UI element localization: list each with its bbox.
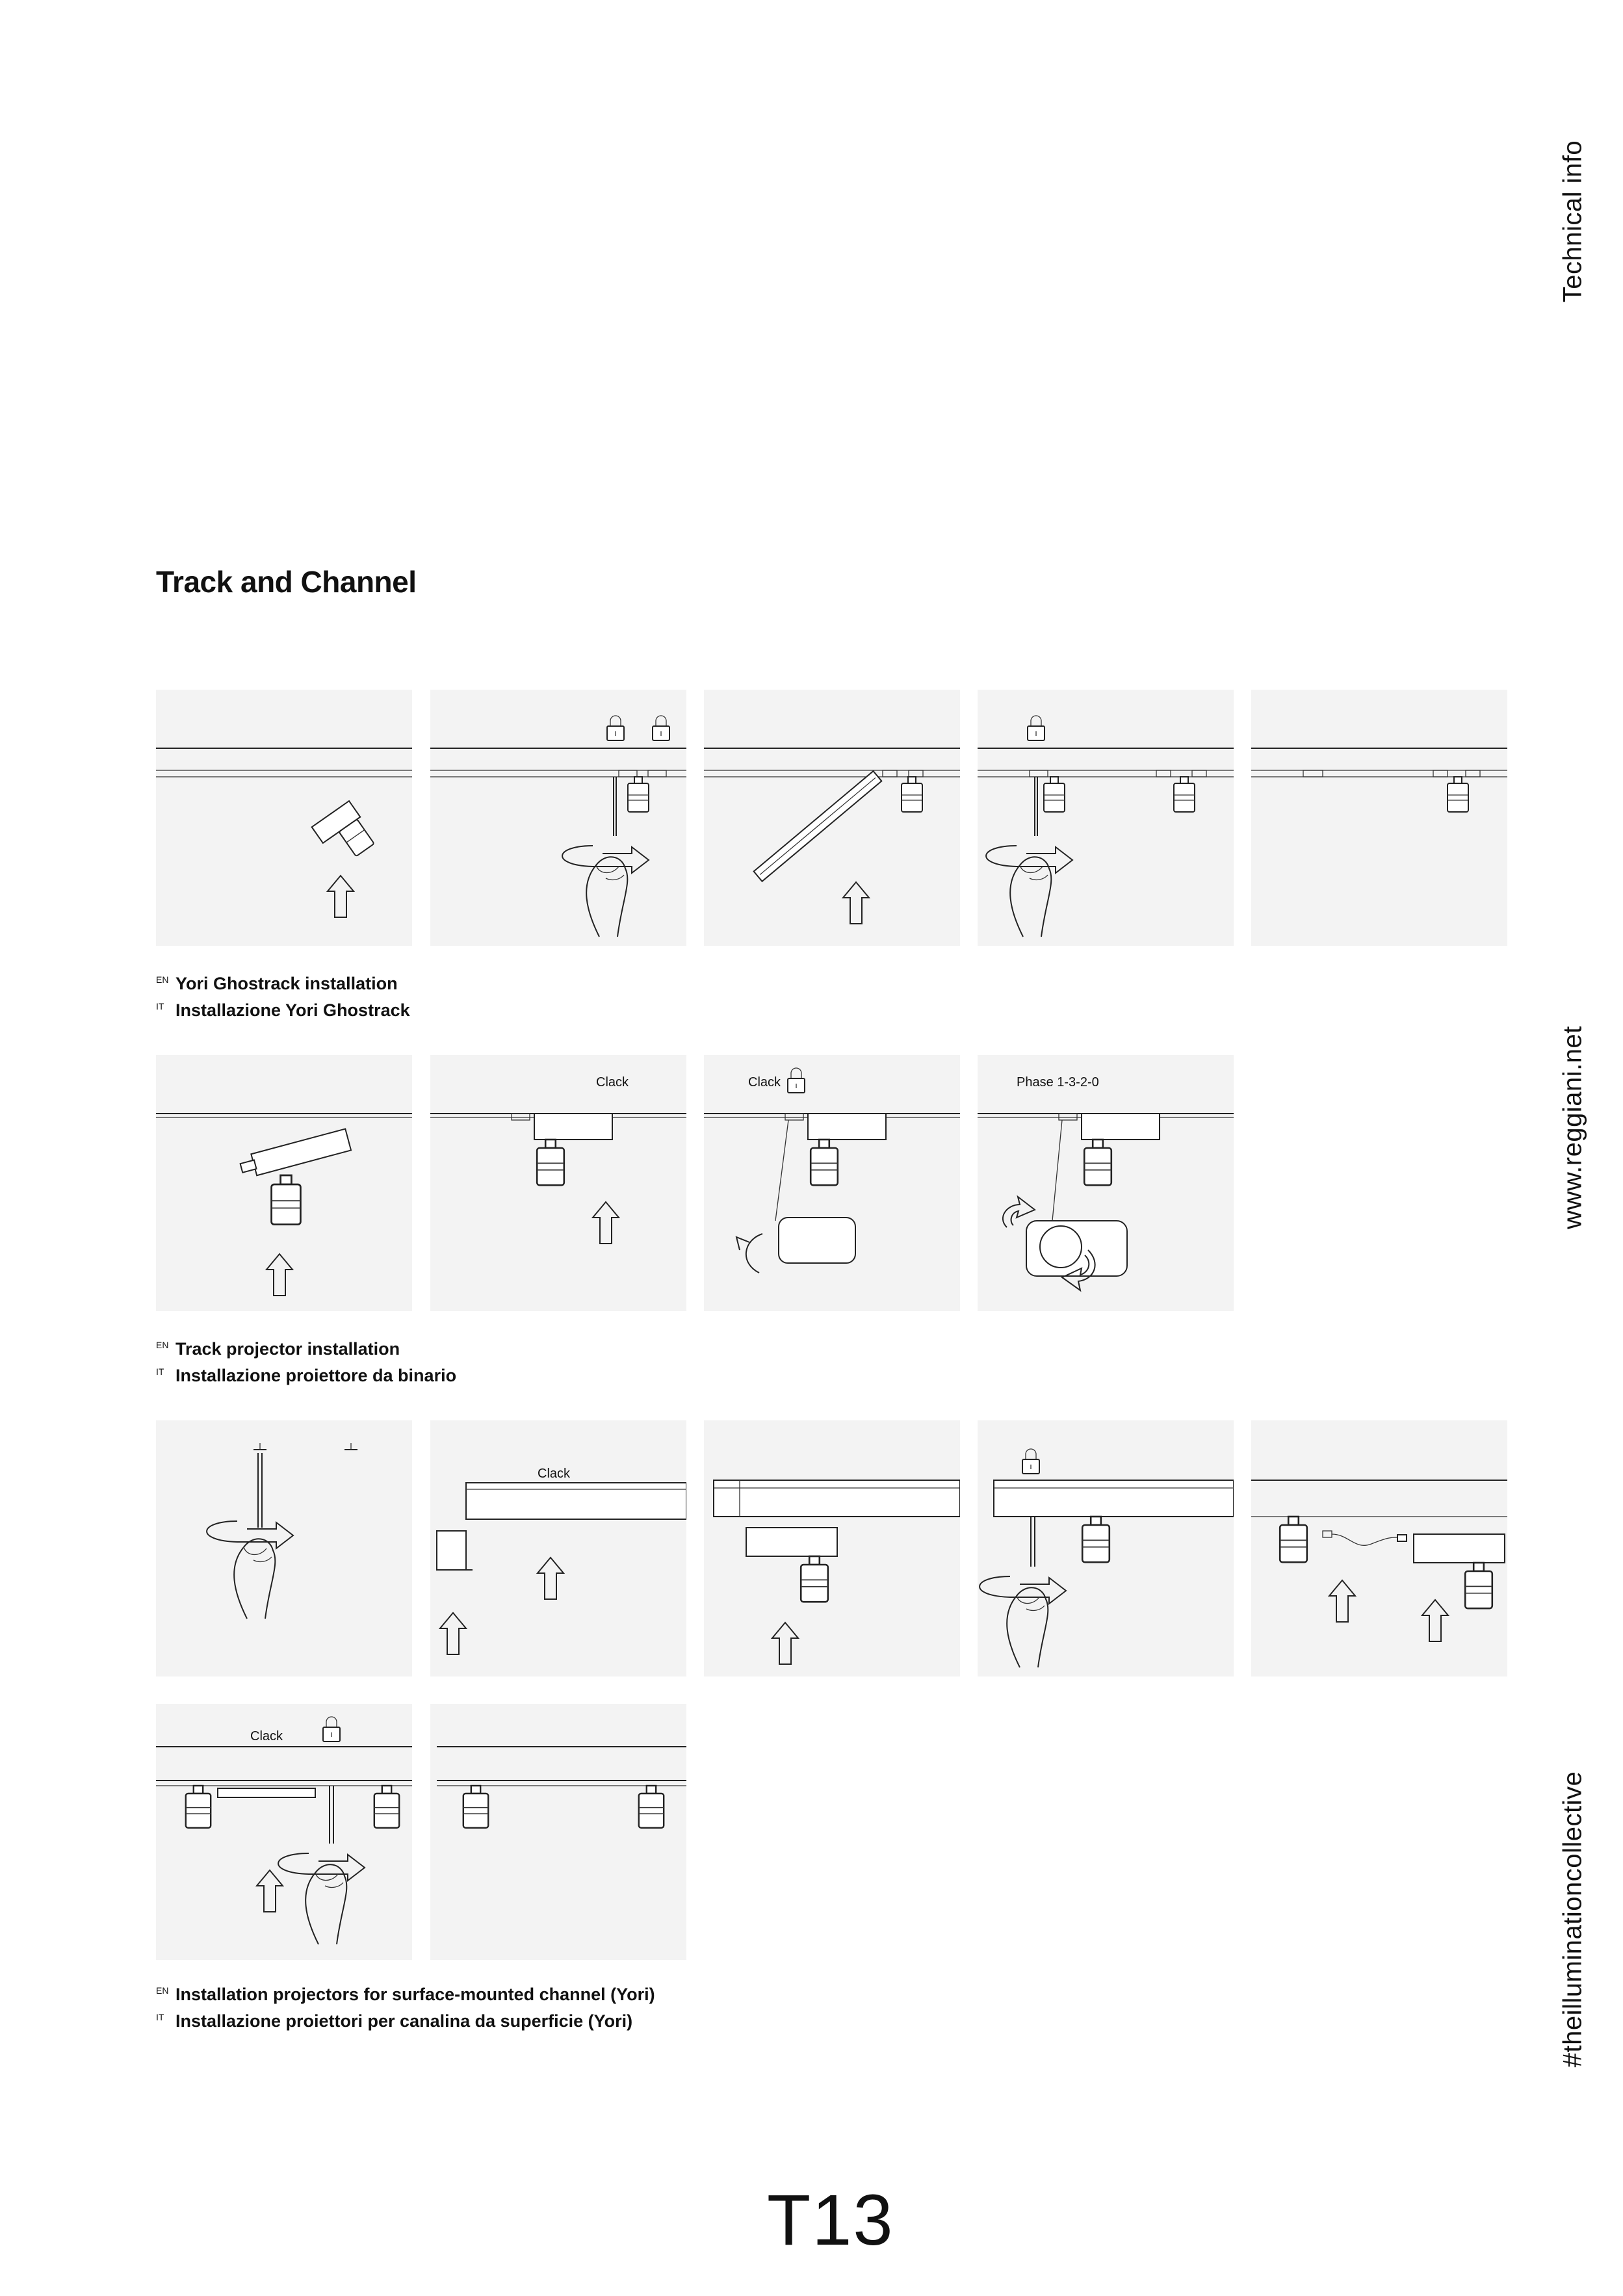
step-panel-channel-4 bbox=[978, 1420, 1234, 1676]
caption-surface-channel bbox=[156, 1979, 655, 2033]
step-panel-ghostrack-1 bbox=[156, 690, 412, 946]
step-panel-channel-5 bbox=[1251, 1420, 1507, 1676]
side-label-website: www.reggiani.net bbox=[1558, 1026, 1587, 1229]
step-panel-ghostrack-5 bbox=[1251, 690, 1507, 946]
caption-ghostrack-en-tag: EN bbox=[156, 974, 169, 985]
step-panel-channel-3 bbox=[704, 1420, 960, 1676]
caption-projector-en-tag: EN bbox=[156, 1340, 169, 1350]
step-panel-projector-4 bbox=[978, 1055, 1234, 1311]
caption-channel-en-tag: EN bbox=[156, 1985, 169, 1996]
caption-channel-it-tag: IT bbox=[156, 2012, 164, 2022]
label-clack-2: Clack bbox=[748, 1075, 781, 1089]
label-clack-1: Clack bbox=[596, 1075, 629, 1089]
step-panel-ghostrack-3 bbox=[704, 690, 960, 946]
side-label-hashtag: #theilluminationcollective bbox=[1558, 1771, 1587, 2068]
step-panel-projector-1 bbox=[156, 1055, 412, 1311]
section-title: Track and Channel bbox=[156, 565, 417, 599]
step-panel-ghostrack-4 bbox=[978, 690, 1234, 946]
caption-projector-it: Installazione proiettore da binario bbox=[175, 1366, 457, 1385]
caption-projector-it-tag: IT bbox=[156, 1366, 164, 1377]
caption-ghostrack-it-tag: IT bbox=[156, 1001, 164, 1011]
side-label-technical-info: Technical info bbox=[1558, 140, 1587, 303]
caption-ghostrack bbox=[156, 969, 410, 1022]
caption-ghostrack-it: Installazione Yori Ghostrack bbox=[175, 1000, 410, 1020]
label-clack-4: Clack bbox=[250, 1729, 283, 1743]
page-number: T13 bbox=[767, 2180, 894, 2260]
step-panel-ghostrack-2 bbox=[430, 690, 686, 946]
label-phase: Phase 1-3-2-0 bbox=[1017, 1075, 1099, 1089]
step-panel-channel-1 bbox=[156, 1420, 412, 1676]
step-panel-channel-2 bbox=[430, 1420, 686, 1676]
caption-projector-en: Track projector installation bbox=[175, 1339, 400, 1359]
caption-channel-en: Installation projectors for surface-mounted channel (Yori) bbox=[175, 1985, 655, 2004]
caption-ghostrack-en: Yori Ghostrack installation bbox=[175, 974, 398, 993]
step-panel-projector-2 bbox=[430, 1055, 686, 1311]
label-clack-3: Clack bbox=[538, 1467, 571, 1481]
caption-track-projector bbox=[156, 1334, 456, 1387]
step-panel-projector-3 bbox=[704, 1055, 960, 1311]
step-panel-channel-7 bbox=[430, 1704, 686, 1960]
caption-channel-it: Installazione proiettori per canalina da superficie (Yori) bbox=[175, 2011, 633, 2031]
step-panel-channel-6 bbox=[156, 1704, 412, 1960]
